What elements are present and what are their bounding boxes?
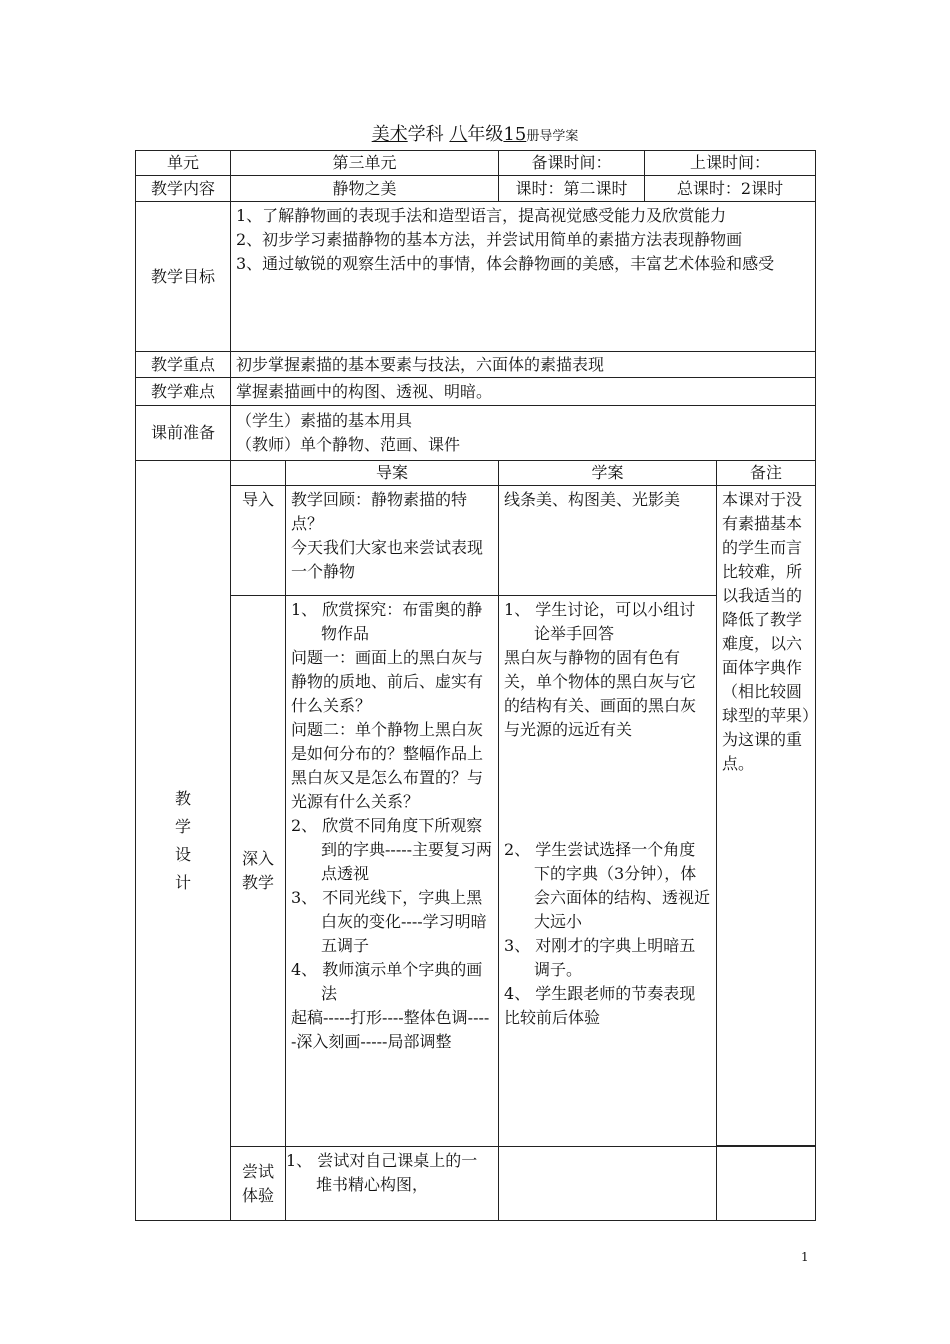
intro-study: 线条美、构图美、光影美 [499,486,717,596]
objectives-content [231,202,816,352]
deep-study-item: 1、 学生讨论，可以小组讨论举手回答 [504,600,696,643]
unit-label: 单元 [136,151,231,176]
total-periods-label: 总课时：2课时 [645,176,816,202]
design-label-char: 设 [174,844,191,864]
deep-guide-question: 问题二：单个静物上黑白灰是如何分布的？整幅作品上黑白灰又是怎么布置的？与光源有什么关系？ [291,720,484,811]
deep-study-item: 4、 学生跟老师的节奏表现 [504,984,696,1003]
design-label-char: 学 [174,816,191,836]
deep-study-item: 3、 对刚才的字典上明暗五调子。 [504,936,696,979]
deep-study-answer: 黑白灰与静物的固有色有关，单个物体的黑白灰与它的结构有关、画面的黑白灰与光源的远近有关 [504,648,697,739]
difficulty-row [136,378,816,406]
intro-stage: 导入 [231,486,286,596]
deep-study [499,596,717,1147]
key-point-label: 教学重点 [136,352,231,378]
title-subject: 美术 [371,124,408,145]
objectives-row [136,202,816,352]
note-content: 本课对于没有素描基本的学生而言比较难，所以我适当的降低了教学难度，以六面体字典作（相比较圆球型的苹果）为这课的重点。 [717,486,816,1146]
design-label-char: 教 [174,788,191,808]
title-grade-suffix: 年级 [467,124,504,145]
period-label: 课时：第二课时 [499,176,645,202]
deep-row [136,596,816,1146]
study-column-header: 学案 [499,461,717,486]
content-value: 静物之美 [231,176,499,202]
preparation-content [231,406,816,461]
deep-guide-item: 1、 欣赏探究：布雷奥的静物作品 [291,600,483,643]
title-volume-suffix: 册导学案 [526,129,579,144]
intro-guide [286,486,499,596]
unit-row [136,151,816,176]
preparation-label: 课前准备 [136,406,231,461]
deep-guide-item: 3、 不同光线下，字典上黑白灰的变化----学习明暗五调子 [291,888,487,955]
deep-study-item: 2、 学生尝试选择一个角度下的字典（3分钟），体会六面体的结构、透视近大远小 [504,840,711,931]
lesson-plan-table [135,150,816,1221]
try-stage: 尝试体验 [231,1147,286,1221]
content-row [136,176,816,202]
deep-guide-item: 2、 欣赏不同角度下所观察到的字典-----主要复习两点透视 [291,816,493,883]
prep-time-label: 备课时间： [499,151,645,176]
note-column-header: 备注 [717,461,816,486]
design-label [136,461,231,1221]
difficulty-value: 掌握素描画中的构图、透视、明暗。 [231,378,816,406]
preparation-teacher: （教师）单个静物、范画、课件 [236,435,461,454]
objective-item: 3、通过敏锐的观察生活中的事情，体会静物画的美感，丰富艺术体验和感受 [236,254,775,273]
page-number: 1 [801,1250,809,1264]
content-label: 教学内容 [136,176,231,202]
deep-guide-steps: 起稿-----打形----整体色调-----深入刻画-----局部调整 [291,1008,490,1051]
unit-value: 第三单元 [231,151,499,176]
objectives-label: 教学目标 [136,202,231,352]
intro-guide-line: 今天我们大家也来尝试表现一个静物 [291,538,484,581]
try-guide: 1、 尝试对自己课桌上的一堆书精心构图， [286,1147,499,1221]
deep-guide [286,596,499,1147]
title-subject-suffix: 学科 [407,124,444,145]
design-label-char: 计 [174,872,191,892]
document-title [0,124,950,148]
title-volume: 15 [503,124,527,145]
class-time-label: 上课时间： [645,151,816,176]
design-header-row [136,461,816,486]
try-row [136,1147,816,1221]
objective-item: 2、初步学习素描静物的基本方法，并尝试用简单的素描方法表现静物画 [236,230,743,249]
objective-item: 1、了解静物画的表现手法和造型语言，提高视觉感受能力及欣赏能力 [236,206,727,225]
guide-column-header: 导案 [286,461,499,486]
deep-guide-item: 4、 教师演示单个字典的画法 [291,960,483,1003]
preparation-row [136,406,816,461]
deep-guide-question: 问题一：画面上的黑白灰与静物的质地、前后、虚实有什么关系？ [291,648,484,715]
note-empty-cell [717,1147,816,1221]
deep-stage: 深入教学 [231,596,286,1147]
intro-guide-line: 教学回顾：静物素描的特点？ [291,490,468,533]
key-point-value: 初步掌握素描的基本要素与技法，六面体的素描表现 [231,352,816,378]
deep-study-compare: 比较前后体验 [504,1008,601,1027]
key-point-row [136,352,816,378]
intro-row [136,486,816,596]
try-study [499,1147,717,1221]
difficulty-label: 教学难点 [136,378,231,406]
title-grade: 八 [449,124,468,145]
preparation-student: （学生）素描的基本用具 [236,411,413,430]
